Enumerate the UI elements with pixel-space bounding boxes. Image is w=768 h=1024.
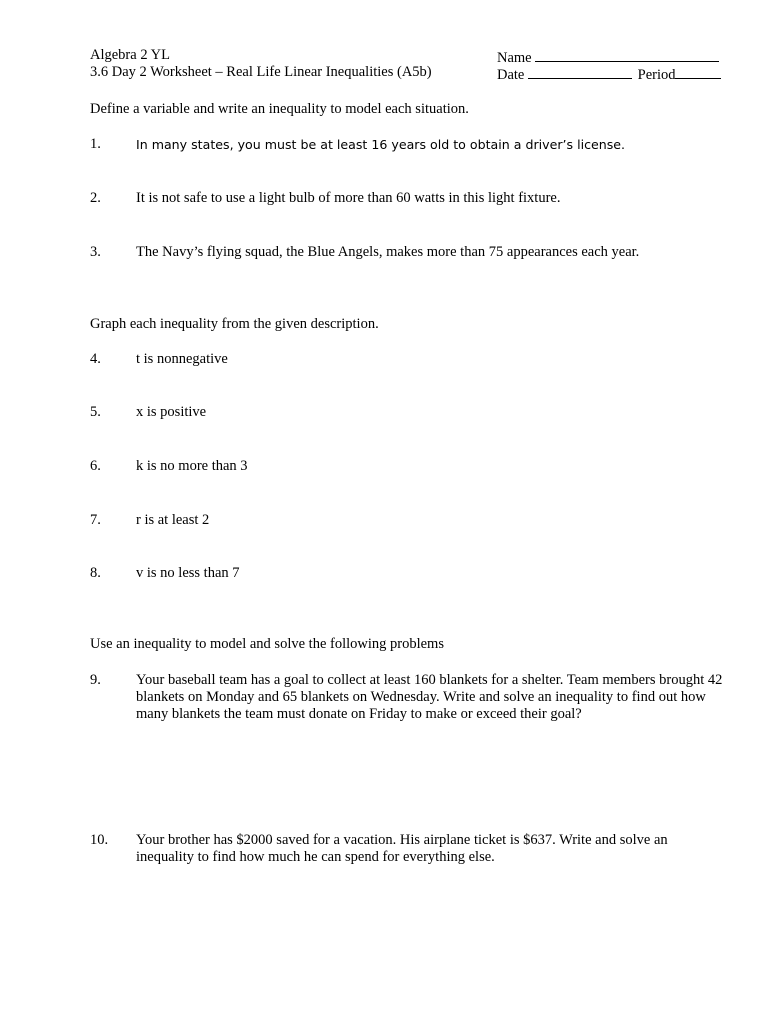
name-label: Name	[497, 50, 532, 66]
section-2-instruction: Graph each inequality from the given description.	[90, 316, 379, 332]
date-blank[interactable]	[528, 64, 632, 79]
question-number: 10.	[90, 832, 109, 848]
question-number: 6.	[90, 458, 101, 474]
question-text: Your brother has $2000 saved for a vacation. His airplane ticket is $637. Write and solve an inequality to find how much he can spend for everything else.	[136, 832, 668, 865]
date-label: Date	[497, 67, 525, 83]
period-label: Period	[637, 67, 676, 83]
question-number: 9.	[90, 672, 101, 688]
question-number: 1.	[90, 136, 101, 152]
course-title: Algebra 2 YL	[90, 47, 170, 63]
question-text: v is no less than 7	[136, 565, 240, 581]
date-period-field[interactable]	[497, 64, 721, 84]
question-text: r is at least 2	[136, 512, 210, 528]
question-number: 4.	[90, 351, 101, 367]
section-1-instruction: Define a variable and write an inequality to model each situation.	[90, 101, 469, 117]
question-text: Your baseball team has a goal to collect at least 160 blankets for a shelter. Team members brought 42 blankets on Monday and 65 blankets on Wednesday. Write and solve an inequality to find out how many blankets the team must donate on Friday to make or exceed their goal?	[136, 672, 723, 722]
name-blank[interactable]	[535, 47, 719, 62]
question-text: x is positive	[136, 404, 207, 420]
question-text: In many states, you must be at least 16 years old to obtain a driver’s license.	[136, 137, 626, 152]
section-3-instruction: Use an inequality to model and solve the following problems	[90, 636, 444, 652]
question-text: k is no more than 3	[136, 458, 248, 474]
question-text: The Navy’s flying squad, the Blue Angels, makes more than 75 appearances each year.	[136, 244, 640, 260]
question-text: t is nonnegative	[136, 351, 228, 367]
question-number: 2.	[90, 190, 101, 206]
question-number: 8.	[90, 565, 101, 581]
question-number: 3.	[90, 244, 101, 260]
period-blank[interactable]	[675, 64, 721, 79]
question-number: 7.	[90, 512, 101, 528]
question-text: It is not safe to use a light bulb of more than 60 watts in this light fixture.	[136, 190, 561, 206]
worksheet-title: 3.6 Day 2 Worksheet – Real Life Linear Inequalities (A5b)	[90, 64, 432, 80]
question-number: 5.	[90, 404, 101, 420]
